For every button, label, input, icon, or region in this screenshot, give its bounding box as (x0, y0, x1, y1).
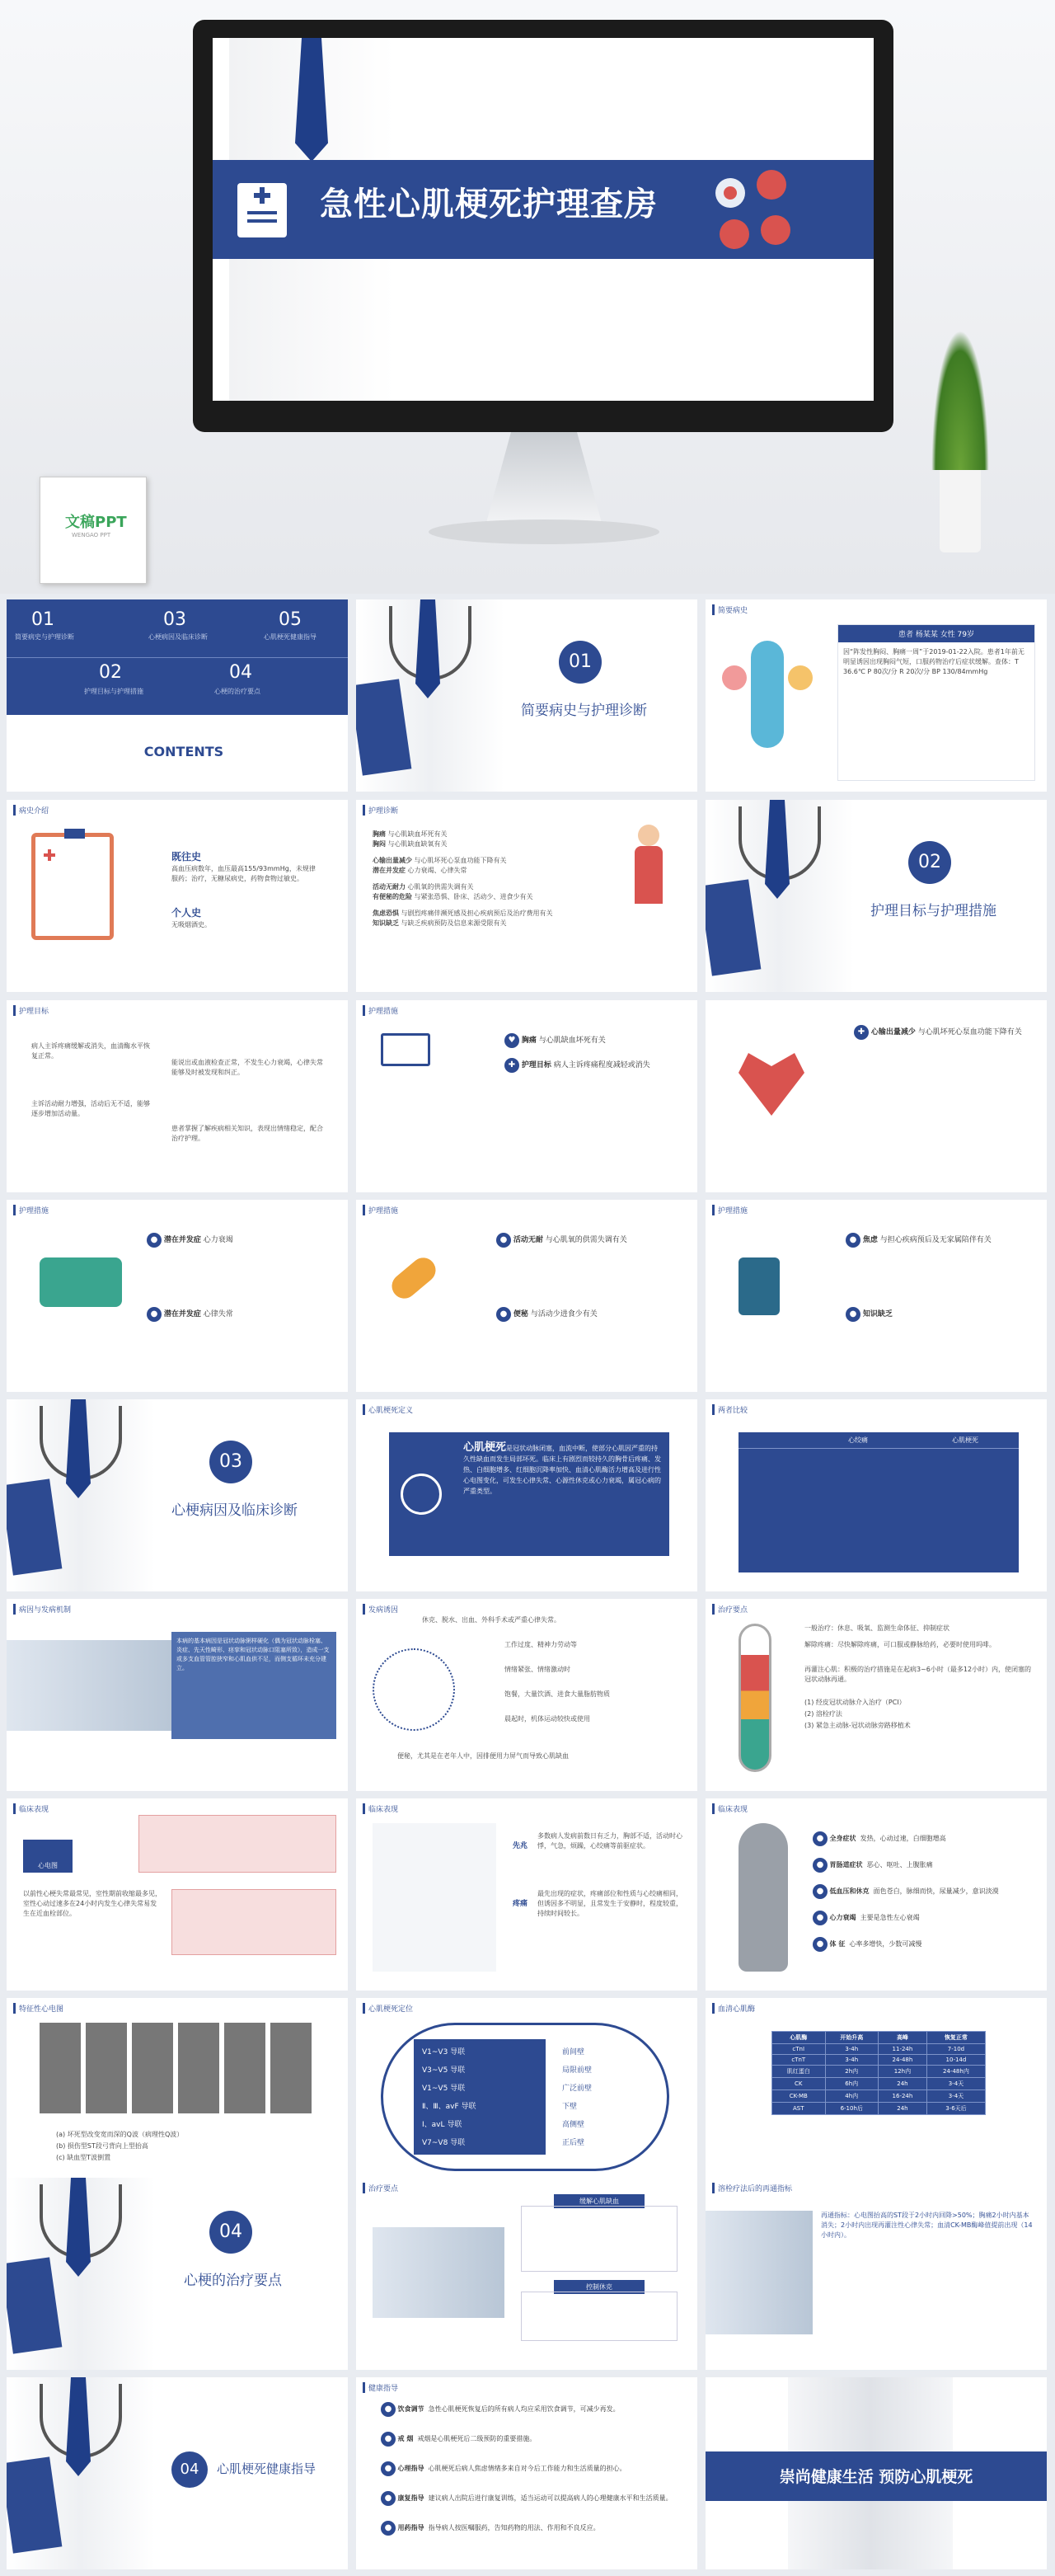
case-text-2: 无吸烟酒史。 (171, 921, 211, 928)
treat-line-4: (2) 溶栓疗法 (804, 1710, 842, 1718)
slide-health: 健康指导 ● 饮食调节 急性心肌梗死恢复后的所有病人均应采用饮食调节，可减少再发。 ● 戒 烟 戒烟是心肌梗死后二级预防的重要措施。 ● 心理指导 心肌梗死后病人焦虑情绪多来自对今后工作能力和生活质量的担心。 ● 康复指导 建议病人出院后进行康复训练，适当运动可以提高病人的心理健康水平和生活质量。 ● 用药指导 指导病人按医嘱服药，告知药物的用法、作用和不良反应。 (356, 2377, 697, 2569)
hero-title: 急性心肌梗死护理查房 (320, 186, 658, 223)
slide-enzyme (706, 1998, 1047, 2190)
lead-area-2: 广泛前壁 (562, 2085, 593, 2093)
end-title: 崇尚健康生活 预防心肌梗死 (779, 2468, 973, 2486)
treat-line-2: 再灌注心肌：积极的治疗措施是在起病3~6小时（最多12小时）内，使闭塞的冠状动脉再通。 (804, 1666, 1032, 1683)
section-num: 02 (908, 841, 951, 884)
section-num: 04 (209, 2211, 252, 2254)
treat-line-5: (3) 紧急主动脉-冠状动脉旁路移植术 (804, 1722, 911, 1729)
lead-area-0: 前间壁 (562, 2048, 585, 2057)
slide-tag: 治疗要点 (712, 1604, 748, 1615)
lab-photo (7, 1640, 171, 1731)
slide-tag: 血清心肌酶 (712, 2003, 755, 2014)
case-heading-1: 既往史 (171, 851, 202, 863)
slide-tx-points (356, 2178, 697, 2370)
section-num: 03 (209, 1441, 252, 1483)
ecg-feature-c: (c) 缺血型T波倒置 (56, 2154, 111, 2161)
medicine-bottle-icon (738, 1257, 780, 1315)
contents-label-02: 护理目标与护理措施 (84, 688, 143, 695)
cause-text: 本病的基本病因是冠状动脉粥样硬化（偶为冠状动脉栓塞、炎症、先天性畸形、痉挛和冠状动脉口阻塞所致），造成一支或多支血管管腔狭窄和心肌血供不足，而侧支循环未充分建立。 (171, 1632, 336, 1739)
slide-goals (7, 1000, 348, 1192)
clipboard-icon (31, 833, 114, 940)
treat-line-1: 解除疼痛：尽快解除疼痛，可口服或静脉给药，必要时使用吗啡。 (804, 1641, 996, 1648)
enzyme-table: 心肌酶 开始升高 高峰 恢复正常 cTnI 3-4h 11-24h 7-10d cTnT 3-4h 24-48h 10-14d 肌红蛋白 2h内 12h内 24-48h内 CK 6h内 24h 3-4天 CK-MB 4h内 16-24h 3-4天 AST 6-10h后 24h 3-6天后 (771, 2031, 986, 2115)
measure-heading-1: ♥ 胸痛 与心肌缺血坏死有关 (504, 1033, 606, 1048)
tx-heading-2: 控制休克 (554, 2280, 645, 2294)
goal-1: 病人主诉疼痛缓解或消失，血清酶水平恢复正常。 (31, 1042, 150, 1060)
contents-num-01: 01 (31, 609, 54, 630)
measure-heading: ✚ 心输出量减少 与心肌坏死心泵血功能下降有关 (854, 1025, 1022, 1040)
slide-tag: 心肌梗死定义 (363, 1404, 413, 1415)
measure-heading-1: ● 焦虑 与担心疾病预后及无家属陪伴有关 (846, 1233, 992, 1248)
lead-0: V1~V3 导联 (422, 2048, 466, 2057)
history-card-text: 因“阵发性胸闷、胸痛一周”于2019-01-22入院。患者1年前无明显诱因出现胸闷气短，口服药物治疗后症状缓解。查体：T 36.6℃ P 80次/分 R 20次/分 BP 130/84mmHg (843, 648, 1025, 675)
symptom-illustrations (373, 1823, 496, 1972)
measure-heading-2: ● 知识缺乏 (846, 1307, 893, 1322)
case-text-1: 高血压病数年，血压最高155/93mmHg，未规律服药；治疗，无糖尿病史，药物食物过敏史。 (171, 865, 316, 882)
slide-section-03 (7, 1399, 348, 1591)
lead-5: V7~V8 导联 (422, 2139, 466, 2147)
slide-diagnosis (356, 800, 697, 992)
slide-treatment (706, 1599, 1047, 1791)
section-num: 01 (559, 641, 602, 684)
heart-hand-icon (720, 219, 749, 249)
ecg-text: 以前性心梗失常最常见，室性期前收缩最多见，室性心动过速多在24小时内发生心律失常易发生在近血栓部位。 (23, 1890, 162, 1917)
contents-num-04: 04 (229, 662, 252, 683)
ecg-strip-1 (138, 1815, 336, 1873)
lead-1: V3~V5 导联 (422, 2066, 466, 2075)
trigger-3: 饱餐，大量饮酒、进食大量脂肪物质 (504, 1690, 610, 1698)
measure-heading-2: ● 便秘 与活动少进食少有关 (496, 1307, 598, 1322)
lead-area-3: 下壁 (562, 2103, 578, 2111)
slide-section-01 (356, 599, 697, 792)
measure-heading-1: ● 活动无耐 与心肌氧的供需失调有关 (496, 1233, 627, 1248)
stethoscope-icon (761, 215, 790, 245)
measure-heading-2: ● 潜在并发症 心律失常 (147, 1307, 233, 1322)
section-title: 心肌梗死健康指导 (217, 2461, 316, 2476)
treat-line-0: 一般治疗：休息、吸氧、监测生命体征、抑制症状 (804, 1624, 950, 1632)
ecg-strip-2 (171, 1889, 336, 1955)
heart-icon (401, 1474, 442, 1515)
slide-ecg-features (7, 1998, 348, 2190)
slide-symptom (356, 1798, 697, 1991)
case-heading-2: 个人史 (171, 907, 202, 919)
lead-2: V1~V5 导联 (422, 2085, 466, 2093)
slide-body-symptoms: 临床表现 ● 全身症状 发热，心动过速，白细胞增高 ● 胃肠道症状 恶心、呕吐、上腹胀痛 ● 低血压和休克 面色苍白，脉细而快，尿量减少，意识淡漠 ● 心力衰竭 主要是急性左心衰竭 ● 体 征 心率多增快，少数可减慢 (706, 1798, 1047, 1991)
brand-sub: WENGAO PPT (72, 532, 111, 538)
tx-heading-1: 缓解心肌缺血 (554, 2194, 645, 2208)
ecg-label: 心电图 (23, 1840, 73, 1873)
slide-definition (356, 1399, 697, 1591)
brand-logo: 文稿PPT (65, 514, 127, 531)
surgery-photo (706, 2211, 813, 2334)
recover-text: 再通指标：心电图抬高的ST段于2小时内回降>50%；胸痛2小时内基本消失；2小时内出现再灌注性心律失常；血清CK-MB酶峰值提前出现（14小时内）。 (821, 2212, 1033, 2239)
slide-tag: 病史介绍 (13, 805, 49, 816)
slide-trigger (356, 1599, 697, 1791)
compare-table: 心绞痛 心肌梗死 (738, 1432, 1019, 1572)
monitor-icon (381, 1033, 430, 1066)
contents-label-04: 心梗的治疗要点 (214, 688, 260, 695)
monitor-base (429, 519, 659, 544)
nurse-icon (757, 170, 786, 200)
slide-tag: 溶栓疗法后的再通指标 (712, 2183, 792, 2193)
slide-ecg (7, 1798, 348, 1991)
test-tube-icon (738, 1624, 771, 1772)
contents-label-01: 简要病史与护理诊断 (15, 633, 74, 641)
anatomy-illustration (722, 632, 813, 756)
contents-label-03: 心梗病因及临床诊断 (148, 633, 208, 641)
trigger-diagram (373, 1648, 455, 1731)
slide-tag: 护理措施 (13, 1205, 49, 1215)
monitor-screen (213, 38, 874, 401)
goal-2: 能说出或血液检查正常，不发生心力衰竭，心律失常能够及时被发现和纠正。 (171, 1059, 323, 1076)
measure-heading-1: ● 潜在并发症 心力衰竭 (147, 1233, 233, 1248)
trigger-5: 便秘，尤其是在老年人中，因排便用力屏气而导致心肌缺血 (397, 1752, 569, 1760)
section-title: 护理目标与护理措施 (870, 903, 996, 919)
goal-3: 主诉活动耐力增强，活动后无不适，能够逐步增加活动量。 (31, 1100, 150, 1117)
slide-tag: 护理措施 (363, 1005, 398, 1016)
slide-tag: 临床表现 (363, 1803, 398, 1814)
slide-section-05 (7, 2377, 348, 2569)
symptom-text-2: 最先出现的症状，疼痛部位和性质与心绞痛相同，但诱因多不明显，且常发生于安静时，程度较重，持续时间较长。 (537, 1890, 682, 1917)
section-num: 04 (171, 2451, 208, 2488)
contents-num-05: 05 (279, 609, 302, 630)
slide-case (7, 800, 348, 992)
slide-tag: 特征性心电图 (13, 2003, 63, 2014)
treat-line-3: (1) 经皮冠状动脉介入治疗（PCI） (804, 1699, 906, 1706)
slide-tag: 治疗要点 (363, 2183, 398, 2193)
slide-tag: 心肌梗死定位 (363, 2003, 413, 2014)
hero-mockup (0, 0, 1055, 594)
monitor-stand (462, 432, 626, 523)
ecg-feature-a: (a) 坏死型改变宽而深的Q波（病理性Q波） (56, 2131, 184, 2138)
slide-contents (7, 599, 348, 792)
section-title: 心梗的治疗要点 (184, 2273, 282, 2289)
slide-tag: 发病诱因 (363, 1604, 398, 1615)
plant-decoration (923, 313, 997, 552)
trigger-4: 晨起时，机体运动较快或使用 (504, 1715, 590, 1723)
slide-tag: 两者比较 (712, 1404, 748, 1415)
medical-record-icon (237, 183, 287, 237)
trigger-0: 休克、脱水、出血、外科手术或严重心律失常。 (422, 1616, 560, 1624)
symptom-text-1: 多数病人发病前数日有乏力，胸部不适，活动时心悸，气急，烦躁，心绞痛等前驱症状。 (537, 1832, 682, 1850)
nurse-figure (628, 825, 669, 924)
symptom-heading-1: 先兆 (513, 1842, 528, 1850)
slide-measure-4 (356, 1200, 697, 1392)
brand-calendar (40, 477, 147, 584)
ecg-grid-images (40, 2023, 312, 2113)
slide-history (706, 599, 1047, 792)
slide-measure-1 (356, 1000, 697, 1192)
slide-measure-5 (706, 1200, 1047, 1392)
slide-recover (706, 2178, 1047, 2370)
slide-tag: 简要病史 (712, 604, 748, 615)
heart-icon (715, 178, 745, 208)
slide-tag: 临床表现 (712, 1803, 748, 1814)
ambulance-icon (40, 1257, 122, 1307)
goal-4: 患者掌握了解疾病相关知识，表现出情绪稳定，配合治疗护理。 (171, 1125, 323, 1142)
body-figure (738, 1823, 788, 1972)
slide-tag: 护理措施 (363, 1205, 398, 1215)
slide-tag: 临床表现 (13, 1803, 49, 1814)
lab-photo (373, 2227, 504, 2318)
slide-leads (356, 1998, 697, 2190)
lead-4: Ⅰ、avL 导联 (422, 2121, 462, 2129)
slide-compare (706, 1399, 1047, 1591)
slide-section-04 (7, 2178, 348, 2370)
slide-end (706, 2377, 1047, 2569)
lead-area-1: 局限前壁 (562, 2066, 593, 2075)
contents-title: CONTENTS (143, 744, 224, 759)
slide-measure-3 (7, 1200, 348, 1392)
pill-icon (387, 1253, 440, 1304)
contents-num-03: 03 (163, 609, 186, 630)
slide-tag: 护理措施 (712, 1205, 748, 1215)
slide-section-02 (706, 800, 1047, 992)
lead-area-4: 高侧壁 (562, 2121, 585, 2129)
trigger-1: 工作过度、精神力劳动等 (504, 1641, 577, 1648)
lead-3: Ⅱ、Ⅲ、avF 导联 (422, 2103, 476, 2111)
contents-label-05: 心肌梗死健康指导 (264, 633, 316, 641)
slide-tag: 病因与发病机制 (13, 1604, 71, 1615)
diagnosis-list: 胸痛 与心肌缺血坏死有关 胸闷 与心肌缺血缺氧有关 心输出量减少 与心肌坏死心泵血功能下降有关 潜在并发症 心力衰竭、心律失常 活动无耐力 心肌氧的供需失调有关 有便秘的危险 与紧张恐惧、卧床、活动少、进食少有关 焦虑恐惧 与剧烈疼痛伴濒死感及担心疾病预后及治疗费用有关 知识缺乏 与缺乏疾病预防及信息来源受限有关 (373, 830, 553, 927)
slide-measure-2 (706, 1000, 1047, 1192)
section-title: 简要病史与护理诊断 (521, 703, 647, 719)
slide-tag: 护理目标 (13, 1005, 49, 1016)
contents-num-02: 02 (99, 662, 122, 683)
ecg-feature-b: (b) 损伤型ST段弓背向上型抬高 (56, 2142, 148, 2150)
measure-heading-2: ✚ 护理目标 病人主诉疼痛程度减轻或消失 (504, 1058, 650, 1073)
lead-area-5: 正后壁 (562, 2139, 585, 2147)
section-title: 心梗病因及临床诊断 (171, 1502, 298, 1519)
symptom-heading-2: 疼痛 (513, 1900, 528, 1908)
slide-tag: 护理诊断 (363, 805, 398, 816)
heart-icon (738, 1050, 804, 1116)
history-card-title: 患者 杨某某 女性 79岁 (838, 625, 1034, 642)
trigger-2: 情绪紧张、情绪激动时 (504, 1666, 570, 1673)
slide-tag: 健康指导 (363, 2382, 398, 2393)
definition-text: 心肌梗死是冠状动脉闭塞，血流中断，使部分心肌因严重的持久性缺血而发生局部坏死。临床上有剧烈而较持久的胸骨后疼痛、发热、白细胞增多、红细胞沉降率加快、血清心肌酶活力增高及进行性心电图变化，可发生心律失常、心源性休克或心力衰竭，属冠心病的严重类型。 (463, 1441, 661, 1495)
slide-cause (7, 1599, 348, 1791)
